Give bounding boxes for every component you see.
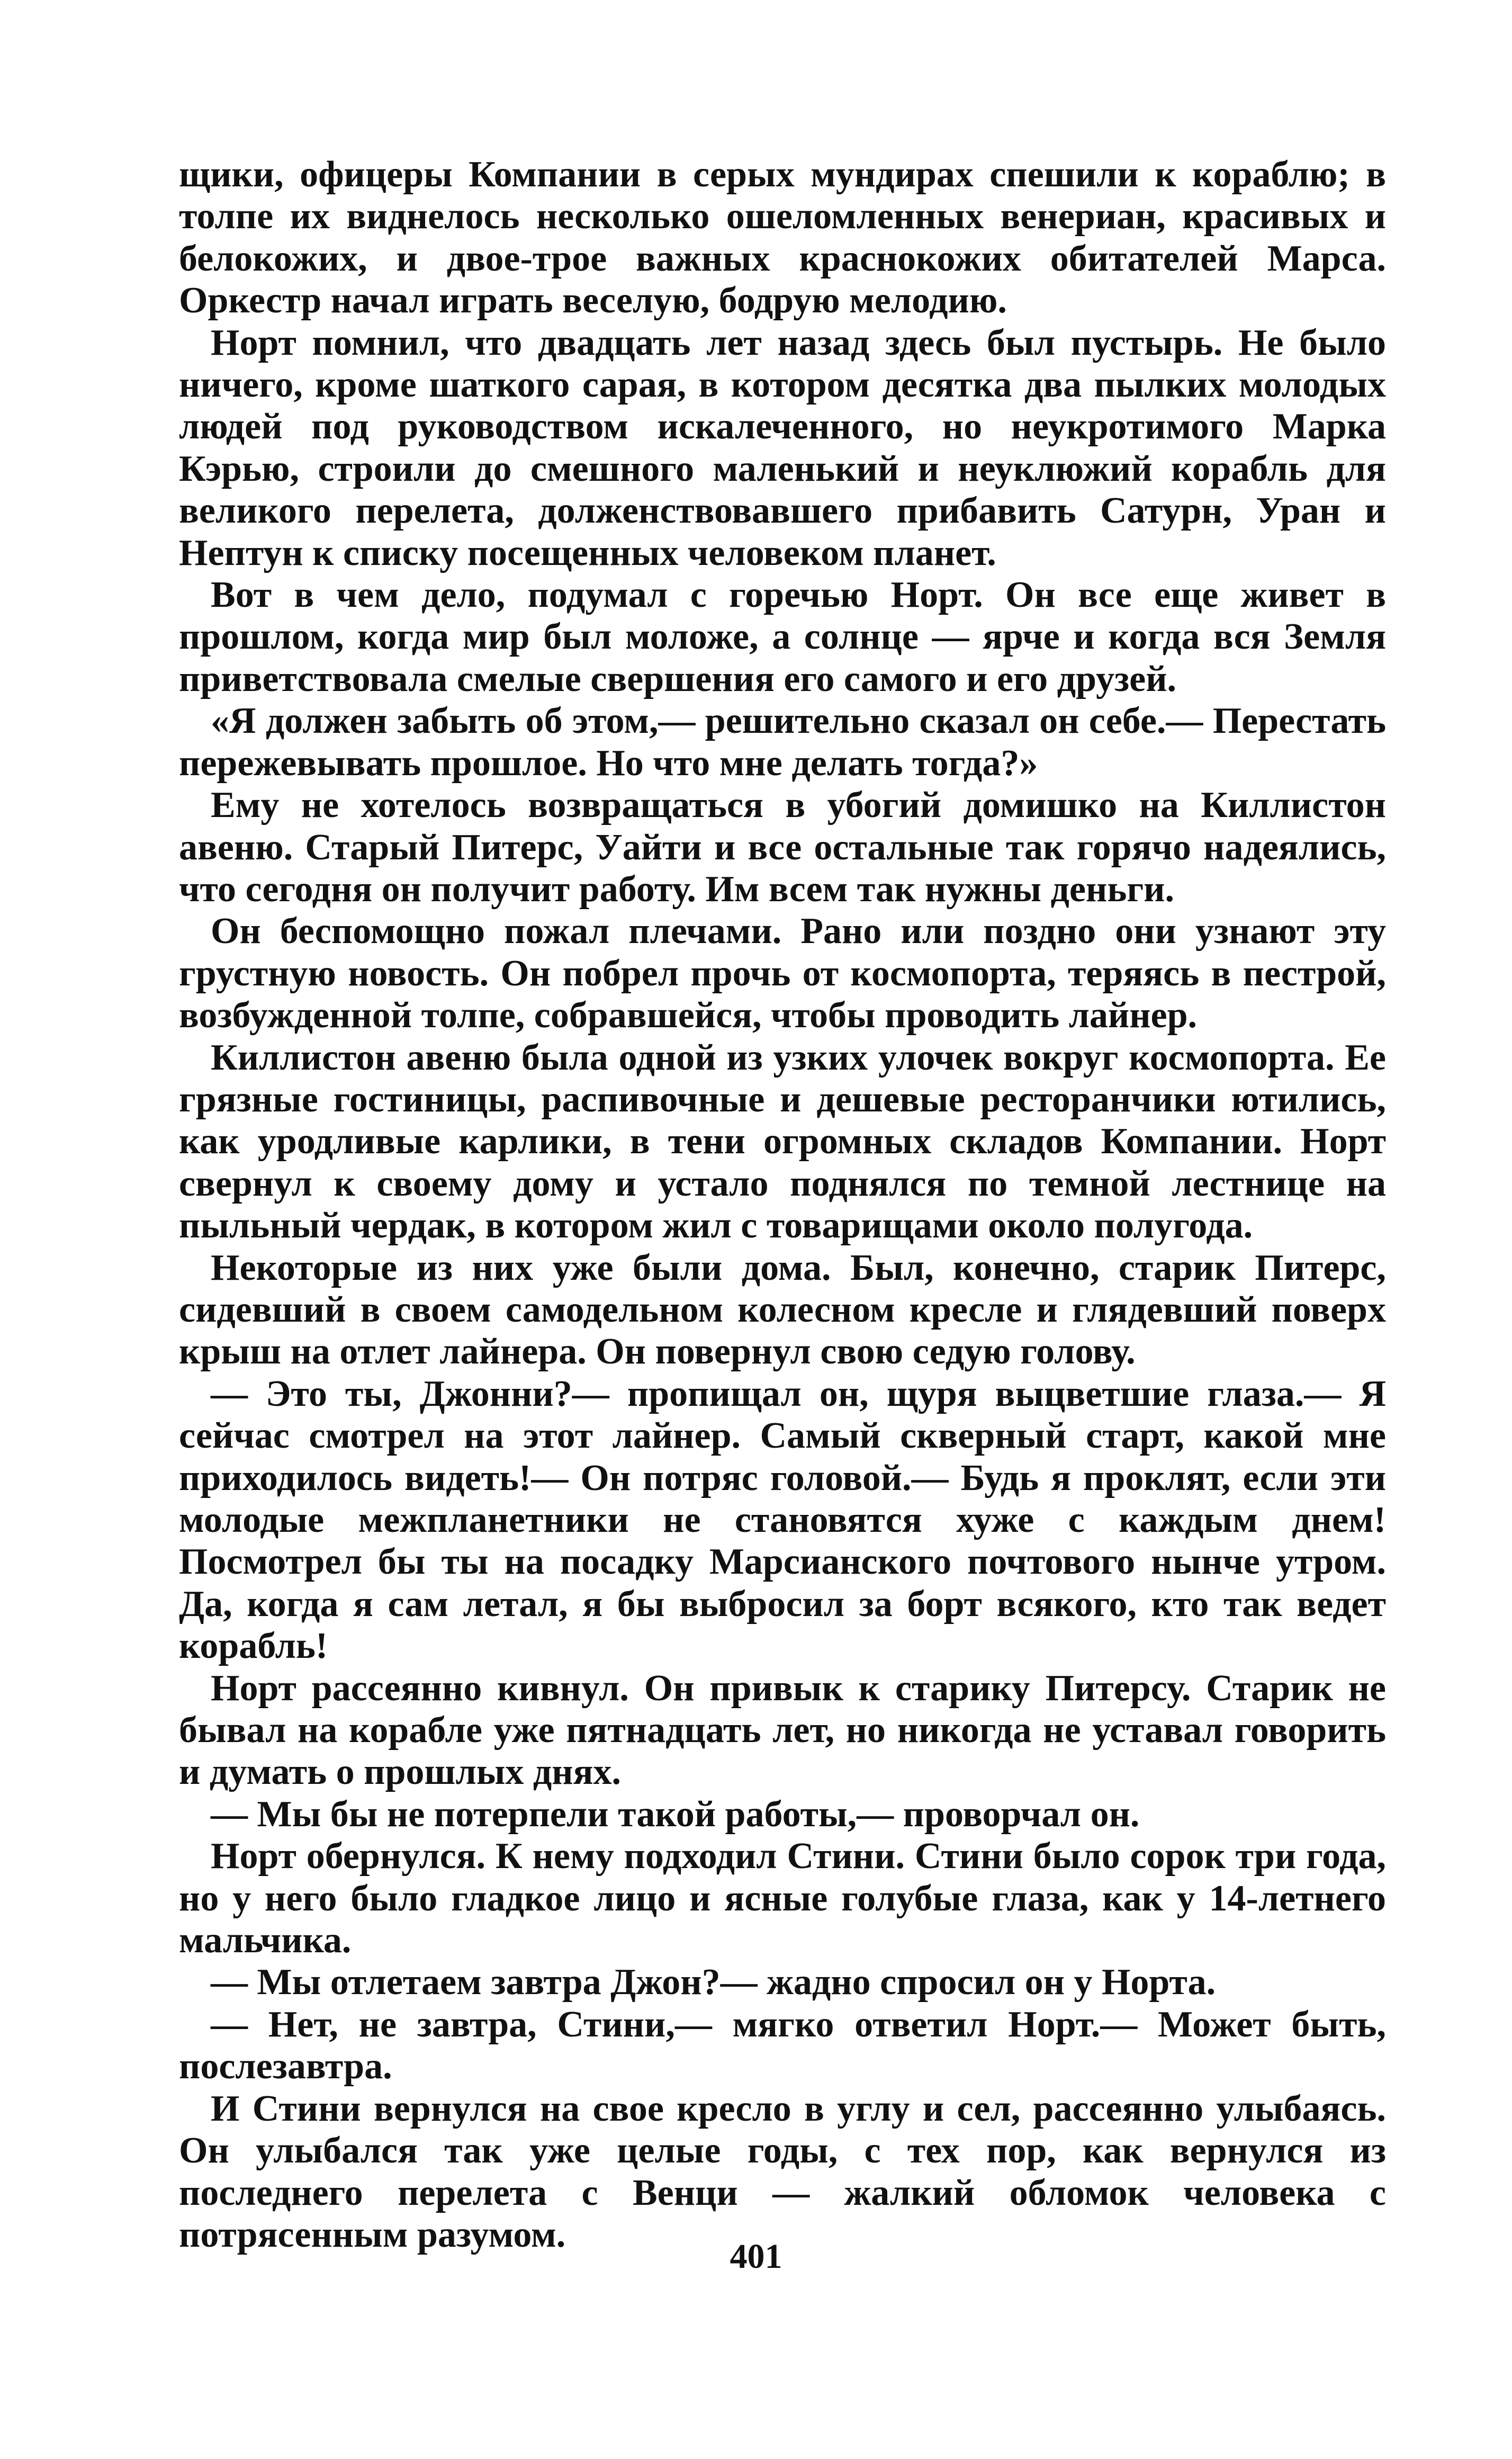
paragraph: Киллистон авеню была одной из узких улочек вокруг космопорта. Ее грязные гостиницы, распивочные и дешевые ресторанчики ютились, как уродливые карлики, в тени огромных складов Компании. Норт свернул к своему дому и устало поднялся по темной лестнице на пыльный чердак, в котором жил с товарищами около полугода. bbox=[179, 1037, 1386, 1246]
paragraph: — Это ты, Джонни?— пропищал он, щуря выцветшие глаза.— Я сейчас смотрел на этот лайнер. Самый скверный старт, какой мне приходилось видеть!— Он потряс головой.— Будь я проклят, если эти молодые межпланетники не становятся хуже с каждым днем! Посмотрел бы ты на посадку Марсианского почтового нынче утром. Да, когда я сам летал, я бы выбросил за борт всякого, кто так ведет корабль! bbox=[179, 1373, 1386, 1667]
paragraph: — Мы отлетаем завтра Джон?— жадно спросил он у Норта. bbox=[211, 1962, 1216, 2003]
paragraph: Он беспомощно пожал плечами. Рано или поздно они узнают эту грустную новость. Он побрел прочь от космопорта, теряясь в пестрой, возбужденной толпе, собравшейся, чтобы проводить лайнер. bbox=[179, 911, 1386, 1036]
paragraph: щики, офицеры Компании в серых мундирах спешили к кораблю; в толпе их виднелось несколько ошеломленных венериан, красивых и белокожих, и двое-трое важных краснокожих обитателей Марса. Оркестр начал играть веселую, бодрую мелодию. bbox=[179, 154, 1386, 321]
page-number: 401 bbox=[730, 2237, 782, 2276]
page-text bbox=[179, 154, 1386, 2256]
paragraph: Вот в чем дело, подумал с горечью Норт. Он все еще живет в прошлом, когда мир был моложе, а солнце — ярче и когда вся Земля приветствовала смелые свершения его самого и его друзей. bbox=[179, 575, 1386, 699]
paragraph: — Мы бы не потерпели такой работы,— проворчал он. bbox=[211, 1793, 1140, 1835]
paragraph: Норт рассеянно кивнул. Он привык к старику Питерсу. Старик не бывал на корабле уже пятнадцать лет, но никогда не уставал говорить и думать о прошлых днях. bbox=[179, 1667, 1386, 1793]
paragraph: Ему не хотелось возвращаться в убогий домишко на Киллистон авеню. Старый Питерс, Уайти и все остальные так горячо надеялись, что сегодня он получит работу. Им всем так нужны деньги. bbox=[179, 785, 1386, 910]
paragraph: Норт помнил, что двадцать лет назад здесь был пустырь. Не было ничего, кроме шаткого сарая, в котором десятка два пылких молодых людей под руководством искалеченного, но неукротимого Марка Кэрью, строили до смешного маленький и неуклюжий корабль для великого перелета, долженствовавшего прибавить Сатурн, Уран и Нептун к списку посещенных человеком планет. bbox=[179, 322, 1386, 573]
paragraph: И Стини вернулся на свое кресло в углу и сел, рассеянно улыбаясь. Он улыбался так уже целые годы, с тех пор, как вернулся из последнего перелета с Венци — жалкий обломок человека с потрясенным разумом. bbox=[179, 2088, 1386, 2255]
paragraph: — Нет, не завтра, Стини,— мягко ответил Норт.— Может быть, послезавтра. bbox=[179, 2004, 1386, 2087]
paragraph: Норт обернулся. К нему подходил Стини. Стини было сорок три года, но у него было гладкое лицо и ясные голубые глаза, как у 14-летнего мальчика. bbox=[179, 1836, 1386, 1961]
paragraph: «Я должен забыть об этом,— решительно сказал он себе.— Перестать пережевывать прошлое. Но что мне делать тогда?» bbox=[179, 701, 1386, 784]
paragraph: Некоторые из них уже были дома. Был, конечно, старик Питерс, сидевший в своем самодельном колесном кресле и глядевший поверх крыш на отлет лайнера. Он повернул свою седую голову. bbox=[179, 1247, 1386, 1372]
